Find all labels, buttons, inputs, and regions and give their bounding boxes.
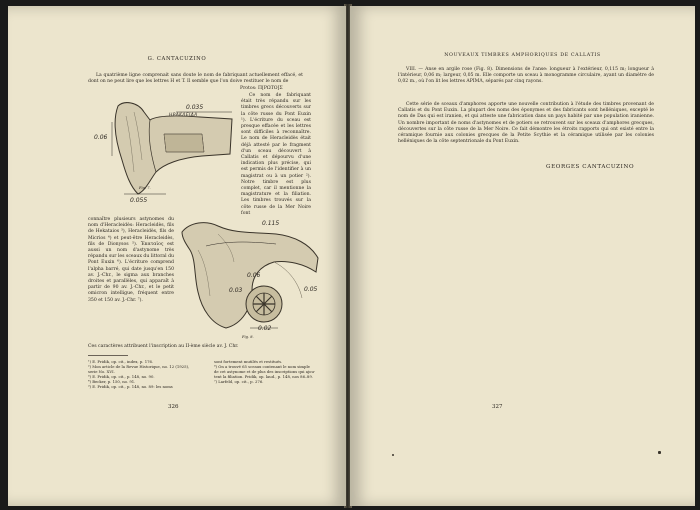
- right-paragraph-1-text: VIII. — Anse en argile rose (Fig. 8). Dimensions de l'anse: longueur à l'extérieur, 0,115 m; longueur à l'intérieur, 0,06 m; largeur, 0,05 m. Elle comporte un sceau à monogramme circulaire, ayant un diamètre de 0,02 m., où l'on lit les lettres ΑΡΙΜΛ, séparés par cinq rayons.: [398, 67, 654, 85]
- fig7-dim-width: 0.035: [186, 104, 204, 111]
- right-page: [350, 6, 695, 506]
- left-page: [8, 6, 346, 506]
- footnote-rule: [88, 355, 128, 356]
- page-speck: [392, 454, 394, 456]
- left-column-right-text: Ce nom de fabriquant était très répandu sur les timbres grecs découverts sur la côte russe du Pont Euxin ¹). L'écriture du sceau est presque effacée et les lettres sont difficiles à reconnaître. Le nom de Heracleidès était déjà attesté par le fragment d'un sceau découvert à Callatis et dépourvu d'une indication plus précise, qui est permis de l'identifier à un magistrat ou à un potier ²). Notre timbre est plus complet, car il mentionne la magistrature et la filiation. Les timbres trouvés sur la côte russe de la Mer Noire font: [241, 93, 311, 216]
- footnote-line: ³) E. Pridik, op. cit., p. 148, no. 90.: [88, 374, 155, 379]
- footnote-line: de cet astynome et de plus des inscriptions qui ajou-: [214, 369, 316, 374]
- fig8-dim-stamp: 0.02: [258, 325, 272, 332]
- left-paragraph-1: [88, 73, 303, 87]
- fig8-caption: Fig. 8.: [242, 335, 254, 339]
- left-column-narrow: [88, 217, 174, 305]
- protos-line: Protos: Π[ΡΩΤΟ]Σ: [240, 86, 283, 91]
- footnote-line: ⁷) Larfeld, op. cit., p. 276.: [214, 379, 264, 384]
- footnote-line: ⁴) Becker, p. 150, no. 91.: [88, 379, 136, 384]
- fig7-stamp-text: ΗΡΑΚΛΕΙΔΑ: [169, 113, 198, 118]
- left-running-head: G. CANTACUZINO: [147, 56, 207, 62]
- page-speck: [658, 451, 661, 454]
- footnote-line: ⁵) E. Pridik, op. cit., p. 148, no. 89: les noms: [88, 384, 173, 389]
- fig7-dim-bottom: 0.055: [130, 197, 148, 204]
- fig8-dim-width: 0.03: [229, 287, 243, 294]
- right-paragraph-1: [398, 67, 654, 87]
- footnote-line: tent la filiation. Pridik, op. laud., p. 148, nos 86–89.: [214, 374, 313, 379]
- fig8-dim-length: 0.115: [262, 220, 280, 227]
- figure-7-drawing: [104, 94, 239, 204]
- left-last-line-text: Ces caractères attribuent l'inscription au II-ème siècle av. J. Chr.: [88, 344, 239, 349]
- footnote-line: ¹) E. Pridik, op. cit., index, p. 176.: [88, 359, 154, 364]
- footnotes-left-column: [88, 359, 198, 389]
- footnotes-right-column: [214, 359, 324, 384]
- right-paragraph-2-text: Cette série de sceaux d'amphores apporte une nouvelle contribution à l'étude des timbres provenant de Callatis et du Pont Euxin. La plupart des noms des éponymes et des fabricants sont helléniques, excepté le nom de Das qui est iranien, et qui atteste une fabrication dans un pays habité par une population iranienne. Un nombre important de noms d'astynomes et de potiers se retrouvent sur les sceaux d'amphores grecques, découvertes sur la côte russe de la Mer Noire. Ce fait démontre les étroits rapports qui ont existé entre la céramique fournie aux colonies grecques de la Petite Scythie et la céramique utilisée par les colonies helléniques de la côte septentrionale du Pont Euxin.: [398, 102, 654, 145]
- left-folio: 326: [168, 404, 179, 410]
- footnote-line: ²) Mon article de la Revue Historique, no. 12 (1925),: [88, 364, 190, 369]
- footnote-line: sont fortement mutilés et restitués.: [214, 359, 283, 364]
- left-column-right: [241, 93, 311, 219]
- left-paragraph-1-text: La quatrième ligne comprenait sans doute le nom de fabriquant actuellement effacé, et dont on ne peut lire que les lettres H et T. Il semble que l'on doive restituer le nom de: [88, 73, 303, 85]
- left-column-narrow-text: connaître plusieurs astynomes du nom d'Heracleidès: Heracleidès, fils de Hekataios ³), Heracleidès, fils de Micrios ⁴) et peut-être Heracleidès, fils de Dionysos ⁵). Ἑκαταῖος est aussi un nom d'astynome très répandu sur les sceaux du littoral du Pont Euxin ⁶). L'écriture comprend l'alpha barré, qui date jusqu'en 150 av. J.-Chr., le sigma aux branches droites et parallèles, qui apparaît à partir de 90 av. J.-Chr., et le petit omicron intelligue, fréquent entre 350 et 150 av. J.-Chr. ⁷).: [88, 217, 174, 303]
- right-folio: 327: [492, 404, 503, 410]
- fig8-dim-inner: 0.06: [247, 272, 261, 279]
- left-last-line: [88, 344, 313, 352]
- fig8-dim-side: 0.05: [304, 286, 318, 293]
- right-paragraph-2: [398, 102, 654, 147]
- footnote-line: serie No. XVI.: [88, 369, 115, 374]
- right-running-head: NOUVEAUX TIMBRES AMPHORIQUES DE CALLATIS: [444, 53, 601, 58]
- fig7-dim-height: 0.06: [94, 134, 108, 141]
- author-signature: GEORGES CANTACUZINO: [546, 164, 635, 170]
- fig7-caption: Fig. 7.: [139, 186, 151, 190]
- footnote-line: ⁶) On a trouvé 65 sceaux contenant le nom simple: [214, 364, 310, 369]
